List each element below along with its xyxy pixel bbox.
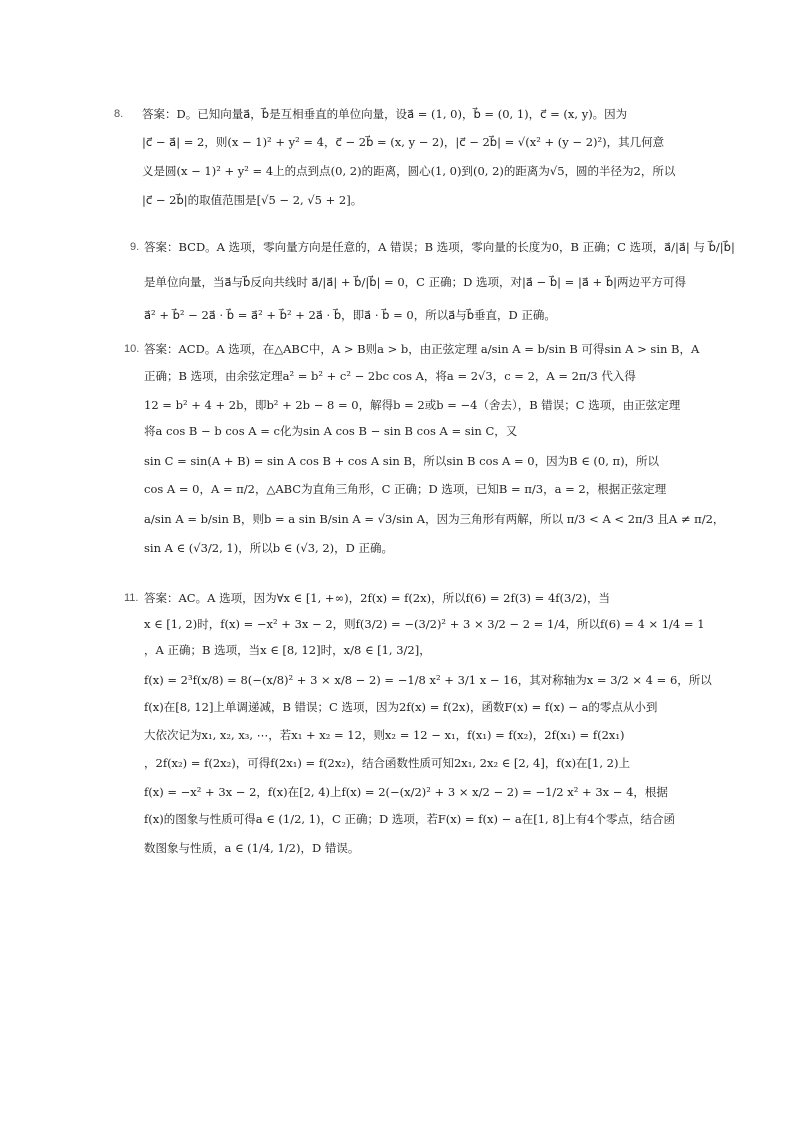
item-number: 10. — [124, 343, 140, 355]
item-number: 11. — [124, 592, 139, 604]
text-line: 答案：ACD。A 选项，在△ABC中，A > B则a > b，由正弦定理 a/sin A = b/sin B 可得sin A > sin B，A — [144, 342, 700, 356]
text-line: a⃗² + b⃗² − 2a⃗ · b⃗ = a⃗² + b⃗² + 2a⃗ · b⃗，即a⃗ · b⃗ = 0，所以a⃗与b⃗垂直，D 正确。 — [144, 308, 556, 322]
item-number: 8. — [114, 108, 124, 120]
text-line: 是单位向量，当a⃗与b⃗反向共线时 a⃗/|a⃗| + b⃗/|b⃗| = 0，C 正确；D 选项，对|a⃗ − b⃗| = |a⃗ + b⃗|两边平方可得 — [144, 275, 687, 289]
text-line: f(x) = −x² + 3x − 2，f(x)在[2, 4)上f(x) = 2(−(x/2)² + 3 × x/2 − 2) = −1/2 x² + 3x − 4，根据 — [144, 785, 668, 799]
text-line: 数图象与性质，a ∈ (1/4, 1/2)，D 错误。 — [144, 841, 360, 855]
text-line: ，A 正确；B 选项，当x ∈ [8, 12]时，x/8 ∈ [1, 3/2]， — [144, 643, 431, 657]
text-line: |c⃗ − a⃗| = 2，则(x − 1)² + y² = 4，c⃗ − 2b⃗ = (x, y − 2)，|c⃗ − 2b⃗| = √(x² + (y − 2)²)，其几何意 — [142, 135, 665, 149]
text-line: |c⃗ − 2b⃗|的取值范围是[√5 − 2, √5 + 2]。 — [142, 193, 363, 207]
text-line: 义是圆(x − 1)² + y² = 4上的点到点(0, 2)的距离，圆心(1, 0)到(0, 2)的距离为√5，圆的半径为2，所以 — [142, 164, 676, 178]
text-line: 答案：D。已知向量a⃗，b⃗是互相垂直的单位向量，设a⃗ = (1, 0)，b⃗ = (0, 1)，c⃗ = (x, y)。因为 — [142, 107, 628, 121]
text-line: f(x)在[8, 12]上单调递减，B 错误；C 选项，因为2f(x) = f(2x)，函数F(x) = f(x) − a的零点从小到 — [144, 700, 658, 714]
text-line: sin A ∈ (√3/2, 1)，所以b ∈ (√3, 2)，D 正确。 — [144, 541, 394, 555]
text-line: 大依次记为x₁, x₂, x₃, ⋯，若x₁ + x₂ = 12，则x₂ = 12 − x₁，f(x₁) = f(x₂)，2f(x₁) = f(2x₁) — [144, 728, 625, 742]
text-line: 12 = b² + 4 + 2b，即b² + 2b − 8 = 0，解得b = 2或b = −4（舍去），B 错误；C 选项，由正弦定理 — [144, 398, 681, 412]
text-line: a/sin A = b/sin B，则b = a sin B/sin A = √3/sin A，因为三角形有两解，所以 π/3 < A < 2π/3 且A ≠ π/2， — [144, 512, 725, 526]
text-line: ，2f(x₂) = f(2x₂)，可得f(2x₁) = f(2x₂)，结合函数性质可知2x₁, 2x₂ ∈ [2, 4]，f(x)在[1, 2)上 — [144, 756, 630, 770]
text-line: x ∈ [1, 2)时，f(x) = −x² + 3x − 2，则f(3/2) = −(3/2)² + 3 × 3/2 − 2 = 1/4，所以f(6) = 4 × 1/4 = 1 — [144, 617, 705, 631]
text-line: f(x)的图象与性质可得a ∈ (1/2, 1)，C 正确；D 选项，若F(x) = f(x) − a在[1, 8]上有4个零点，结合函 — [144, 812, 675, 826]
text-line: 正确；B 选项，由余弦定理a² = b² + c² − 2bc cos A，将a = 2√3，c = 2，A = 2π/3 代入得 — [144, 369, 636, 383]
text-line: sin C = sin(A + B) = sin A cos B + cos A sin B，所以sin B cos A = 0，因为B ∈ (0, π)，所以 — [144, 454, 660, 468]
text-line: 答案：BCD。A 选项，零向量方向是任意的，A 错误；B 选项，零向量的长度为0，B 正确；C 选项，a⃗/|a⃗| 与 b⃗/|b⃗| — [144, 240, 735, 254]
text-line: 答案：AC。A 选项，因为∀x ∈ [1, +∞)，2f(x) = f(2x)，所以f(6) = 2f(3) = 4f(3/2)，当 — [144, 591, 610, 605]
item-number: 9. — [130, 241, 140, 253]
text-line: 将a cos B − b cos A = c化为sin A cos B − sin B cos A = sin C，又 — [144, 424, 518, 438]
text-line: f(x) = 2³f(x/8) = 8(−(x/8)² + 3 × x/8 − 2) = −1/8 x² + 3/1 x − 16，其对称轴为x = 3/2 × 4 = 6，所以 — [144, 673, 712, 687]
text-line: cos A = 0，A = π/2，△ABC为直角三角形，C 正确；D 选项，已知B = π/3，a = 2，根据正弦定理 — [144, 482, 667, 496]
